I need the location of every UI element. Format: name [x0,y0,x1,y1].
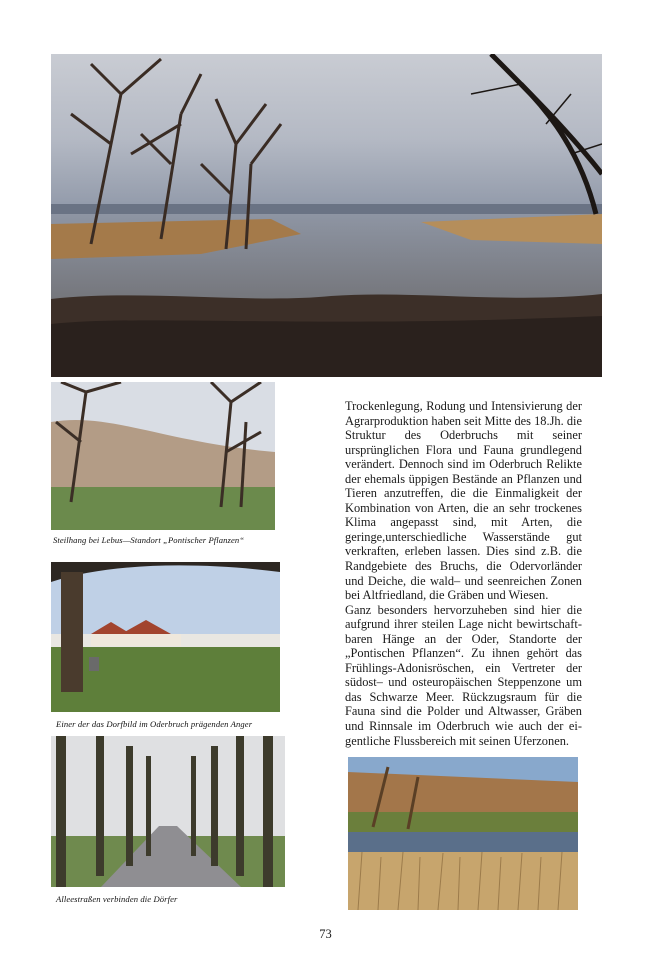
page-number: 73 [319,927,332,941]
body-paragraph: Ganz besonders hervorzuheben sind hier die aufgrund ihrer steilen Lage nicht bewirtschaftbaren Hänge an der Oder, Standorte der „Pontischen Pflanzen“. Zu ihnen gehört das Frühlings-Adonisröschen, ein Vertreter der südost– und osteuropäischen Steppenzone um das Schwarze Meer. Rückzugsraum für die Fauna sind die Polder und Altwasser, Gräben und Rinnsale im Oderbruch wie auch der eigentliche Flussbereich mit seinen Uferzonen. [345,602,582,748]
body-text [345,399,582,748]
body-paragraph: Trockenlegung, Rodung und Intensivierung der Agrarproduktion haben seit Mitte des 18.Jh. die Struktur des Oderbruchs mit seiner ursprünglichen Flora und Fauna grundlegend verändert. Dennoch sind im Oderbruch Relikte der ehemals üppigen Bestände an Pflanzen und Tieren anzutreffen, die die Einmaligkeit der Kombination von Arten, die an sehr trockenes Klima angepasst sind, mit Arten, die geringe,unterschiedliche Wasserstände gut verkraften, erleben lassen. Dies sind z.B. die Randgebiete des Bruchs, die Odervorländer und Deiche, die wald– und seenreichen Zonen bei Altfriedland, die Gräben und Wiesen. [345,399,582,603]
tree-avenue-photo [51,736,285,887]
flooded-meadow-photo [51,54,602,377]
slope-photo [51,382,275,530]
tree-avenue-caption: Alleestraßen verbinden die Dörfer [56,894,178,904]
village-green-photo [51,562,280,712]
slope-caption: Steilhang bei Lebus—Standort „Pontischer Pflanzen“ [53,535,245,545]
reeds-photo [348,757,578,910]
village-green-caption: Einer der das Dorfbild im Oderbruch prägenden Anger [56,719,253,729]
